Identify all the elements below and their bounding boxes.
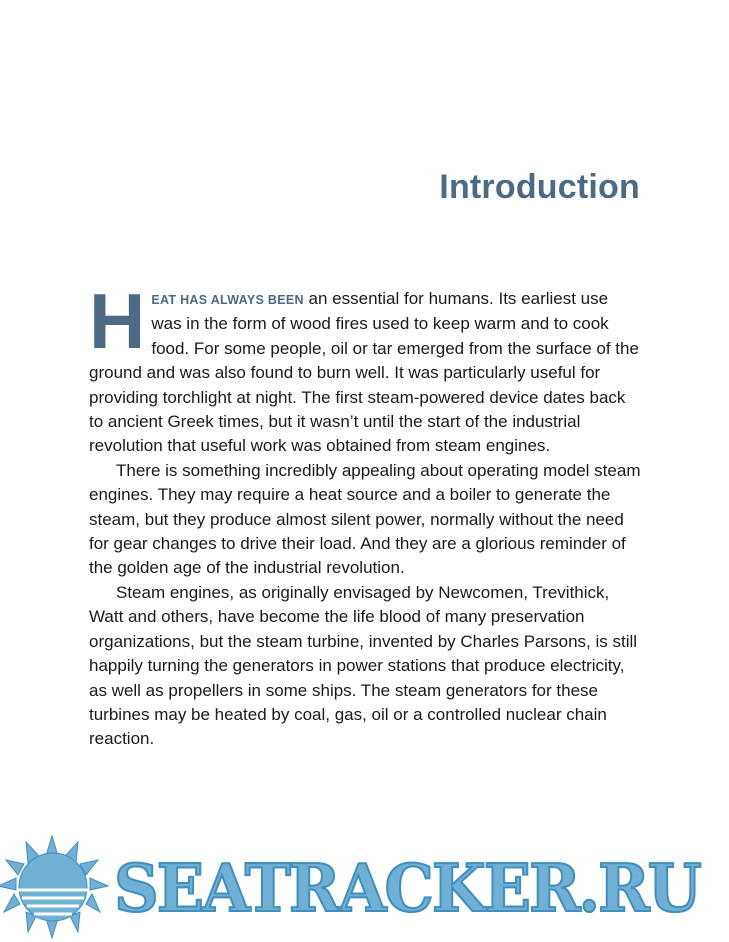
lead-in-small-caps: EAT HAS ALWAYS BEEN xyxy=(151,293,304,307)
sun-over-sea-icon xyxy=(0,832,115,942)
chapter-title: Introduction xyxy=(439,168,640,206)
drop-cap: H xyxy=(89,277,146,365)
paragraph-1 xyxy=(89,277,641,459)
paragraph-1-text: an essential for humans. Its earliest use was in the form of wood fires used to keep warm and to cook food. For some people, oil or tar emerged from the surface of the ground and was also found to burn well. It was particularly useful for providing torchlight at night. The first steam-powered device dates back to ancient Greek times, but it wasn’t until the start of the industrial revolution that useful work was obtained from steam engines. xyxy=(89,289,639,456)
watermark-text: SEATRACKER.RU xyxy=(114,850,700,927)
paragraph-2: There is something incredibly appealing about operating model steam engines. They may require a heat source and a boiler to generate the steam, but they produce almost silent power, normally without the need for gear changes to drive their load. And they are a glorious reminder of the golden age of the industrial revolution. xyxy=(89,460,641,578)
paragraph-3: Steam engines, as originally envisaged by Newcomen, Trevithick, Watt and others, have become the life blood of many preservation organizations, but the steam turbine, invented by Charles Parsons, is still happily turning the generators in power stations that produce electricity, as well as propellers in some ships. The steam generators for these turbines may be heated by coal, gas, oil or a controlled nuclear chain reaction. xyxy=(89,582,638,749)
chapter-body xyxy=(89,277,641,752)
